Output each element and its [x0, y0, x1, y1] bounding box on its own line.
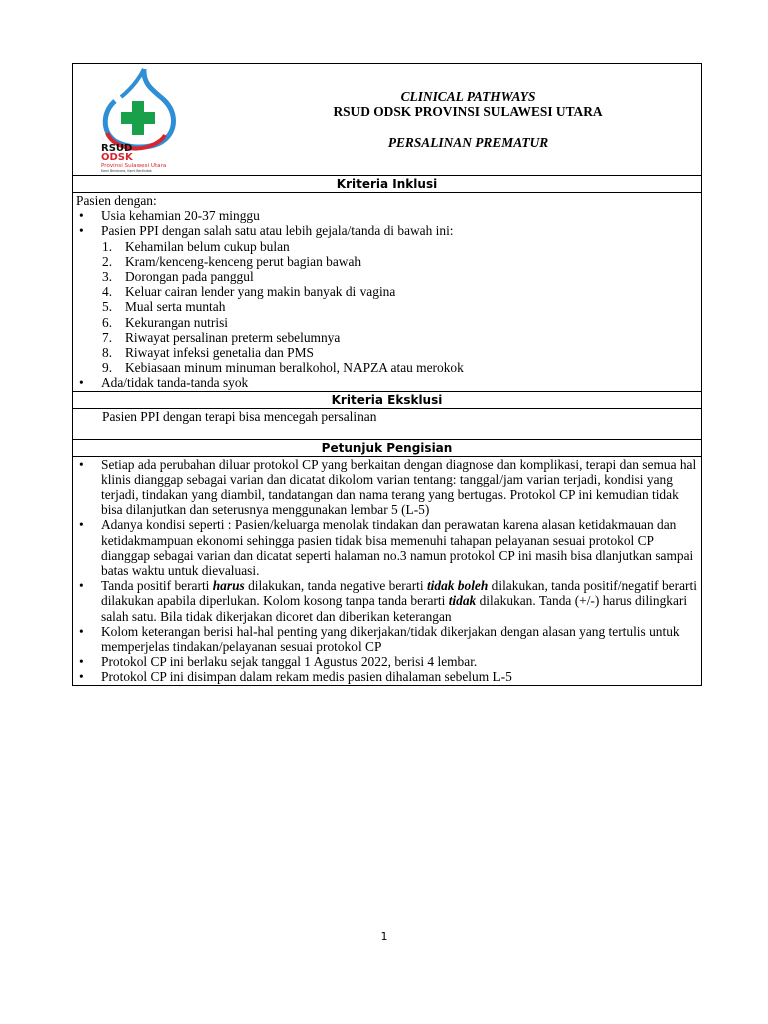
- item-text: Kram/kenceng-kenceng perut bagian bawah: [125, 253, 362, 269]
- bullet-glyph: •: [79, 208, 84, 224]
- section-title-eksklusi: Kriteria Eksklusi: [73, 391, 701, 409]
- bullet-glyph: •: [79, 456, 84, 472]
- list-item: [76, 223, 697, 238]
- header-title-topic: PERSALINAN PREMATUR: [387, 135, 549, 150]
- bullet-glyph: •: [79, 654, 84, 670]
- petunjuk-item-kondisi: Adanya kondisi seperti : Pasien/keluarga menolak tindakan dan perawatan karena alasan ketidakmauan dan ketidakmampuan ekonomi sehingga pasien tidak bisa memenuhi tahapan pelayanan sesuai protokol CP dianggap sebagai varian dan dicatat seperti halaman no.3 namun protokol CP ini masih bisa dlanjutkan sampai batas waktu untuk dievaluasi.: [101, 517, 694, 579]
- item-number: 1.: [102, 238, 113, 254]
- inklusi-intro: Pasien dengan:: [76, 193, 157, 208]
- inklusi-bullet-usia: Usia kehamian 20-37 minggu: [101, 208, 260, 224]
- list-item: [76, 517, 697, 578]
- section-title-petunjuk: Petunjuk Pengisian: [73, 439, 701, 457]
- logo-text-odsk: ODSK: [101, 152, 133, 163]
- tanda-text-3: dilakukan, tanda positif/negatif berarti dilakukan apabila diperlukan. Kolom kosong tanpa tanda berarti: [101, 578, 697, 609]
- item-text: Riwayat persalinan preterm sebelumnya: [125, 329, 341, 345]
- list-item: [76, 284, 697, 299]
- item-number: 9.: [102, 360, 113, 376]
- item-text: Keluar cairan lender yang makin banyak di vagina: [125, 284, 396, 300]
- document-header: [73, 64, 701, 176]
- list-item: [76, 345, 697, 360]
- petunjuk-item-keterangan: Kolom keterangan berisi hal-hal penting yang dikerjakan/tidak dikerjakan dengan alasan yang tertulis untuk memperjelas tindakan/pelayanan sesuai protokol CP: [101, 623, 680, 655]
- item-number: 6.: [102, 314, 113, 330]
- emphasis-tidak: tidak: [448, 593, 477, 609]
- tanda-text-4: dilakukan. Tanda (+/-) harus dilingkari salah satu. Bila tidak dikerjakan dicoret dan diberikan keterangan: [101, 593, 688, 624]
- item-text: Kebiasaan minum minuman beralkohol, NAPZA atau merokok: [125, 360, 464, 376]
- header-title-clinical-pathways: CLINICAL PATHWAYS: [400, 89, 536, 104]
- list-item: [76, 624, 697, 654]
- item-text: Mual serta muntah: [125, 299, 226, 315]
- inklusi-bullet-gejala: Pasien PPI dengan salah satu atau lebih gejala/tanda di bawah ini:: [101, 223, 454, 239]
- emphasis-harus: harus: [212, 578, 245, 594]
- list-item: [76, 375, 697, 390]
- tanda-text-2: dilakukan, tanda negative berarti: [244, 578, 427, 594]
- section-title-inklusi: Kriteria Inklusi: [73, 176, 701, 193]
- list-item: [76, 269, 697, 284]
- logo-text-rsud: RSUD: [101, 143, 133, 154]
- rsud-odsk-logo: [99, 67, 179, 175]
- petunjuk-item-varian: Setiap ada perubahan diluar protokol CP yang berkaitan dengan diagnose dan komplikasi, terapi dan semua hal klinis dianggap sebagai varian dan dicatat dikolom varian tentang: tanggal/jam varian terjadi, kondisi yang terjadi, tindakan yang diambil, tandatangan dan nama terang yang bertugas. Protokol CP ini kemudian tidak bisa dilanjutkan dan seterusnya menggunakan lembar 5 (L-5): [101, 456, 697, 518]
- list-item: [76, 654, 697, 669]
- bullet-glyph: •: [79, 578, 84, 594]
- logo-text-tagline: Kami Berbicara, Kami Bertindak: [101, 169, 152, 173]
- item-number: 7.: [102, 329, 113, 345]
- list-item: [76, 457, 697, 518]
- item-text: Kekurangan nutrisi: [125, 314, 229, 330]
- inklusi-body: [73, 193, 701, 391]
- bullet-glyph: •: [79, 375, 84, 391]
- list-item: [76, 239, 697, 254]
- header-title-hospital: RSUD ODSK PROVINSI SULAWESI UTARA: [333, 104, 603, 119]
- petunjuk-item-disimpan: Protokol CP ini disimpan dalam rekam medis pasien dihalaman sebelum L-5: [101, 669, 512, 685]
- emphasis-tidak-boleh: tidak boleh: [426, 578, 489, 594]
- item-text: Riwayat infeksi genetalia dan PMS: [125, 345, 314, 361]
- list-item: [76, 669, 697, 684]
- list-item: [76, 299, 697, 314]
- item-number: 4.: [102, 284, 113, 300]
- inklusi-bullet-syok: Ada/tidak tanda-tanda syok: [101, 375, 249, 391]
- list-item: [76, 208, 697, 223]
- list-item: [76, 254, 697, 269]
- page-number: 1: [380, 930, 388, 943]
- petunjuk-item-berlaku: Protokol CP ini berlaku sejak tanggal 1 Agustus 2022, berisi 4 lembar.: [101, 654, 478, 670]
- bullet-glyph: •: [79, 517, 84, 533]
- eksklusi-text: Pasien PPI dengan terapi bisa mencegah persalinan: [102, 408, 377, 424]
- item-number: 2.: [102, 253, 113, 269]
- item-text: Dorongan pada panggul: [125, 269, 254, 285]
- tanda-text-1: Tanda positif berarti: [101, 578, 213, 594]
- clinical-pathway-form: [72, 63, 702, 686]
- item-number: 8.: [102, 345, 113, 361]
- list-item: [76, 360, 697, 375]
- bullet-glyph: •: [79, 669, 84, 685]
- item-text: Kehamilan belum cukup bulan: [125, 238, 290, 254]
- logo-text-province: Provinsi Sulawesi Utara: [101, 163, 167, 169]
- bullet-glyph: •: [79, 223, 84, 239]
- bullet-glyph: •: [79, 623, 84, 639]
- list-item: [76, 315, 697, 330]
- item-number: 3.: [102, 269, 113, 285]
- list-item: [76, 578, 697, 624]
- petunjuk-item-tanda: [101, 578, 697, 624]
- list-item: [76, 330, 697, 345]
- item-number: 5.: [102, 299, 113, 315]
- petunjuk-body: [73, 457, 701, 685]
